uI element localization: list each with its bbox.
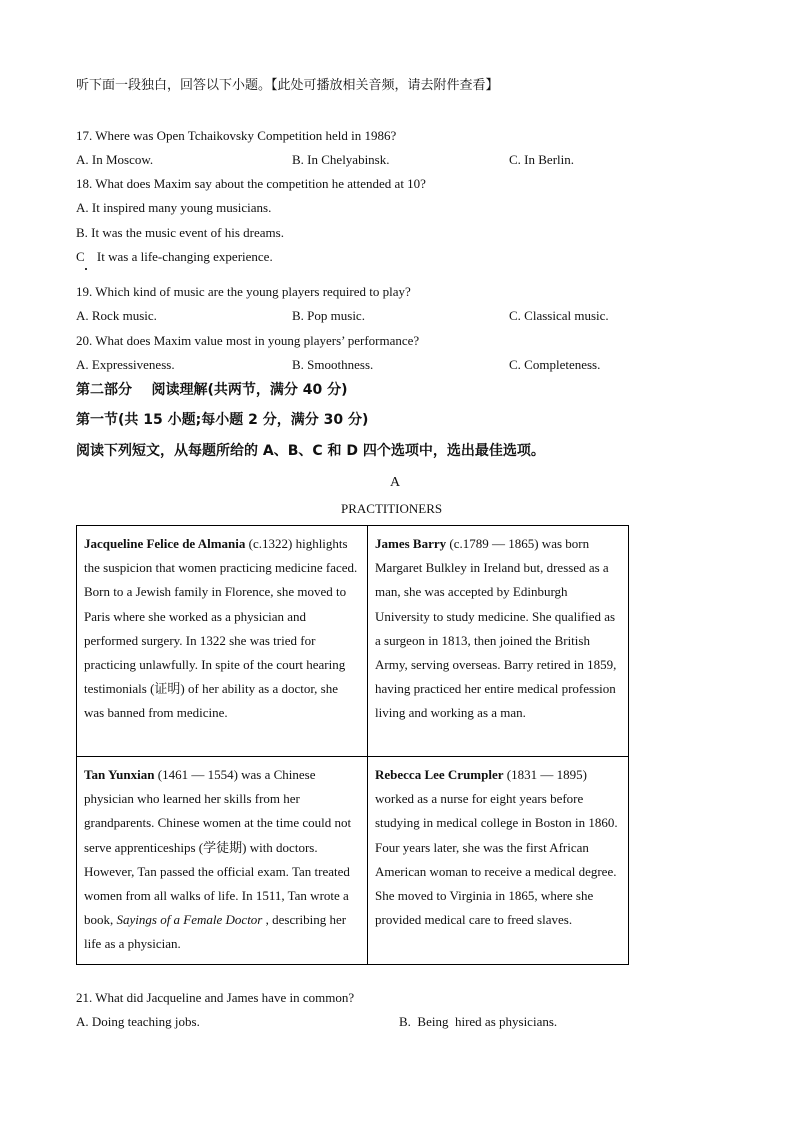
part-two-title: 第二部分 阅读理解(共两节，满分 40 分) <box>76 382 348 398</box>
rebecca-name: Rebecca Lee Crumpler <box>375 767 504 782</box>
question-20-stem: 20. What does Maxim value most in young players’ performance? <box>76 333 420 348</box>
jacqueline-text: (c.1322) highlights the suspicion that women practicing medicine faced. Born to a Jewish family in Florence, she moved to Paris where she worked as a physician and performed surgery. In 1322 she was tried for practicing unlawfully. In spite of the court hearing testimonials (证明) of her ability as a doctor, she was banned from medicine. <box>84 536 358 721</box>
tan-text-end: , describing her life as a physician. <box>84 912 347 952</box>
question-18-option-c <box>76 249 273 265</box>
cell-jacqueline <box>77 526 368 757</box>
question-20-option-c: C. Completeness. <box>509 357 601 372</box>
cell-rebecca <box>368 757 629 965</box>
question-21-option-a: A. Doing teaching jobs. <box>76 1014 200 1029</box>
tan-name: Tan Yunxian <box>84 767 155 782</box>
practitioners-table <box>76 525 629 965</box>
passage-title: PRACTITIONERS <box>341 501 443 516</box>
question-20-option-b: B. Smoothness. <box>292 357 374 372</box>
question-19-option-c: C. Classical music. <box>509 308 609 323</box>
question-19-stem: 19. Which kind of music are the young players required to play? <box>76 284 411 299</box>
cell-james <box>368 526 629 757</box>
tan-book-title: Sayings of a Female Doctor <box>116 912 263 928</box>
stray-dot <box>85 268 87 270</box>
passage-letter: A <box>390 475 401 490</box>
jacqueline-name: Jacqueline Felice de Almania <box>84 536 246 551</box>
rebecca-text: (1831 — 1895) worked as a nurse for eight years before studying in medical college in Boston in 1860. Four years later, she was the first African American woman to receive a medical degree. She moved to Virginia in 1865, where she provided medical care to freed slaves. <box>375 767 618 928</box>
question-18-option-c-letter: C <box>76 249 85 264</box>
question-21-stem: 21. What did Jacqueline and James have in common? <box>76 990 355 1005</box>
question-17-option-c: C. In Berlin. <box>509 152 574 167</box>
james-name: James Barry <box>375 536 447 551</box>
reading-instruction: 阅读下列短文，从每题所给的 A、B、C 和 D 四个选项中，选出最佳选项。 <box>76 443 545 459</box>
question-17-option-b: B. In Chelyabinsk. <box>292 152 390 167</box>
question-18-option-a: A. It inspired many young musicians. <box>76 200 272 215</box>
question-19-option-a: A. Rock music. <box>76 308 157 323</box>
cell-tan <box>77 757 368 965</box>
section-one-title: 第一节(共 15 小题;每小题 2 分，满分 30 分) <box>76 412 369 428</box>
tan-text: (1461 — 1554) was a Chinese physician who learned her skills from her grandparents. Chinese women at the time could not serve apprenticeships (学徒期) with doctors. However, Tan passed the official exam. Tan treated women from all walks of life. In 1511, Tan wrote a book, <box>84 767 352 928</box>
james-text: (c.1789 — 1865) was born Margaret Bulkley in Ireland but, dressed as a man, she was accepted by Edinburgh University to study medicine. She qualified as a surgeon in 1813, then joined the British Army, serving overseas. Barry retired in 1859, having practiced her entire medical profession living and working as a man. <box>375 536 617 721</box>
question-18-option-b: B. It was the music event of his dreams. <box>76 225 284 240</box>
question-20-option-a: A. Expressiveness. <box>76 357 175 372</box>
question-19-option-b: B. Pop music. <box>292 308 365 323</box>
question-18-option-c-text: It was a life-changing experience. <box>96 249 273 264</box>
question-21-option-b: B. Being hired as physicians. <box>399 1014 558 1029</box>
question-17-option-a: A. In Moscow. <box>76 152 154 167</box>
question-18-stem: 18. What does Maxim say about the competition he attended at 10? <box>76 176 426 191</box>
listening-intro: 听下面一段独白，回答以下小题。【此处可播放相关音频，请去附件查看】 <box>76 78 499 93</box>
question-17-stem: 17. Where was Open Tchaikovsky Competition held in 1986? <box>76 128 397 143</box>
